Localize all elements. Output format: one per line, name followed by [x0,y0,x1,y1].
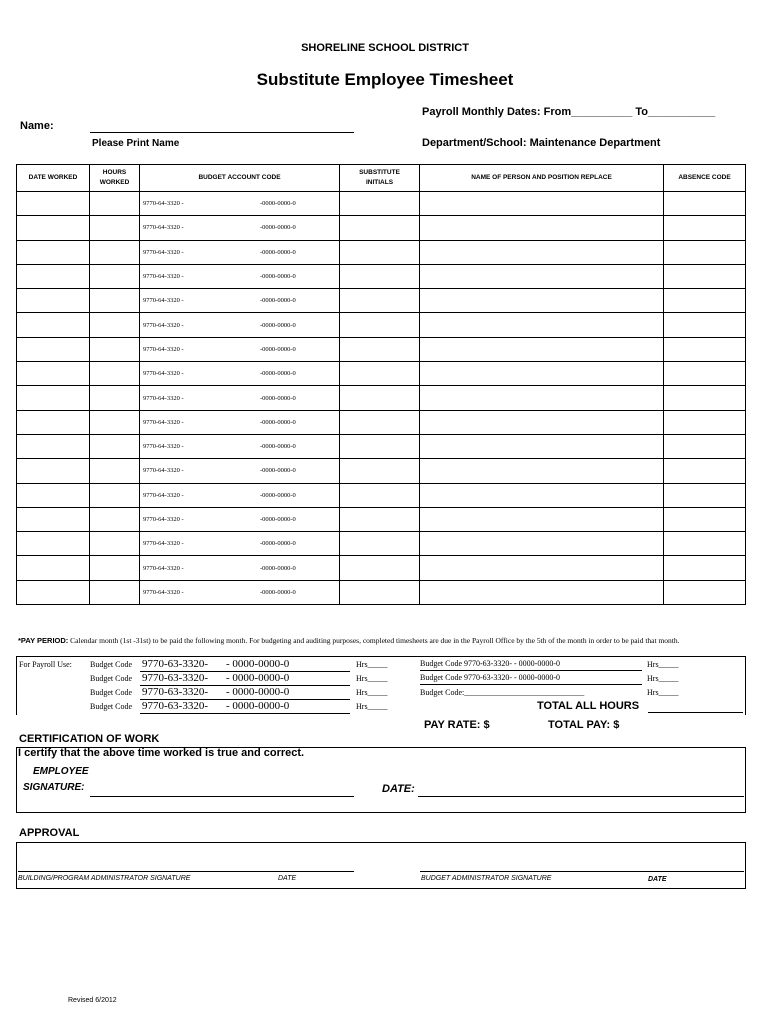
hours-worked-cell[interactable] [90,264,140,288]
hours-worked-cell[interactable] [90,580,140,604]
hrs-field[interactable]: Hrs_____ [356,702,388,711]
absence-code-cell[interactable] [664,240,746,264]
budget-code-prefix: 9770-64-3320 - [143,200,184,208]
budget-code-prefix: 9770-64-3320 - [143,516,184,523]
pay-period-text: Calendar month (1st -31st) to be paid the following month. For budgeting and auditing purposes, completed timesheets are due in the Payroll Office by the 5th of the month in order to be paid that month. [70,636,680,645]
absence-code-cell[interactable] [664,434,746,458]
substitute-initials-cell[interactable] [340,362,420,386]
budget-code-cell [140,192,340,216]
payroll-code-prefix: 9770-63-3320- [142,672,208,684]
payroll-code-suffix: - 0000-0000-0 [226,686,290,698]
person-replaced-cell[interactable] [420,580,664,604]
budget-code-prefix: 9770-64-3320 - [143,248,184,256]
date-label: DATE: [382,783,415,795]
date-worked-cell[interactable] [17,580,90,604]
budget-code-cell [140,362,340,386]
absence-code-cell[interactable] [664,556,746,580]
table-row [17,362,746,386]
substitute-initials-cell[interactable] [340,337,420,361]
table-row [17,434,746,458]
hours-worked-cell[interactable] [90,240,140,264]
payroll-use-label: For Payroll Use: [19,660,72,669]
hours-worked-cell[interactable] [90,216,140,240]
date-worked-cell[interactable] [17,240,90,264]
date-worked-cell[interactable] [17,459,90,483]
date-worked-cell[interactable] [17,483,90,507]
print-name-label: Please Print Name [92,138,180,149]
table-row [17,556,746,580]
payroll-code-suffix: - 0000-0000-0 [226,672,290,684]
department-label: Department/School: Maintenance Department [422,137,661,149]
payroll-code-suffix: - 0000-0000-0 [226,700,290,712]
hours-worked-cell[interactable] [90,459,140,483]
absence-code-cell[interactable] [664,507,746,531]
substitute-initials-cell[interactable] [340,410,420,434]
hours-worked-cell[interactable] [90,289,140,313]
table-row [17,459,746,483]
hours-worked-cell[interactable] [90,507,140,531]
budget-code-cell [140,483,340,507]
date-worked-cell[interactable] [17,264,90,288]
budget-code-prefix: 9770-64-3320 - [143,224,184,232]
absence-code-cell[interactable] [664,580,746,604]
date-worked-cell[interactable] [17,434,90,458]
table-row [17,580,746,604]
pay-rate-label: PAY RATE: $ [424,719,490,731]
substitute-initials-cell[interactable] [340,483,420,507]
budget-code-cell [140,410,340,434]
budget-code-cell [140,580,340,604]
hours-worked-cell[interactable] [90,483,140,507]
budget-signature-label: BUDGET ADMINISTRATOR SIGNATURE [421,875,552,882]
absence-code-cell[interactable] [664,289,746,313]
substitute-initials-cell[interactable] [340,264,420,288]
absence-code-cell[interactable] [664,459,746,483]
person-replaced-cell[interactable] [420,192,664,216]
date-worked-cell[interactable] [17,532,90,556]
budget-code-suffix: -0000-0000-0 [260,491,296,499]
person-replaced-cell[interactable] [420,556,664,580]
approval-title: APPROVAL [19,827,80,839]
timesheet-table [16,164,746,605]
substitute-initials-cell[interactable] [340,459,420,483]
page-title: Substitute Employee Timesheet [256,70,514,89]
certification-statement: I certify that the above time worked is true and correct. [18,747,305,759]
table-row [17,313,746,337]
hours-worked-cell[interactable] [90,532,140,556]
hours-worked-cell[interactable] [90,192,140,216]
table-row [17,507,746,531]
person-replaced-cell[interactable] [420,240,664,264]
person-replaced-cell[interactable] [420,386,664,410]
building-signature-label: BUILDING/PROGRAM ADMINISTRATOR SIGNATURE [18,875,191,882]
certification-title: CERTIFICATION OF WORK [19,733,160,745]
header-substitute-initials: SUBSTITUTE INITIALS [340,165,420,192]
substitute-initials-cell[interactable] [340,386,420,410]
header-hours-worked: HOURS WORKED [90,165,140,192]
budget-code-prefix: 9770-64-3320 - [143,443,184,451]
payroll-dates-field[interactable]: Payroll Monthly Dates: From__________ To___________ [422,106,716,118]
substitute-initials-cell[interactable] [340,289,420,313]
table-row [17,240,746,264]
table-row [17,264,746,288]
budget-code-suffix: -0000-0000-0 [260,540,296,548]
absence-code-cell[interactable] [664,386,746,410]
table-row [17,192,746,216]
header-date-worked: DATE WORKED [17,165,90,192]
right-budget-code-3[interactable]: Budget Code:______________________________ [420,688,585,697]
budget-code-prefix: 9770-64-3320 - [143,418,184,426]
table-row [17,289,746,313]
employee-signature-line[interactable] [90,796,354,797]
right-budget-code-2: Budget Code 9770-63-3320- - 0000-0000-0 [420,673,560,682]
pay-period-label: *PAY PERIOD: [18,636,69,645]
date-worked-cell[interactable] [17,337,90,361]
absence-code-cell[interactable] [664,483,746,507]
hrs-field[interactable]: Hrs_____ [356,674,388,683]
budget-code-prefix: 9770-64-3320 - [143,345,184,353]
header-absence-code: ABSENCE CODE [664,165,746,192]
budget-code-suffix: -0000-0000-0 [260,443,296,451]
right-budget-code-1: Budget Code 9770-63-3320- - 0000-0000-0 [420,659,560,668]
total-pay-label: TOTAL PAY: $ [548,719,620,731]
date-worked-cell[interactable] [17,507,90,531]
person-replaced-cell[interactable] [420,289,664,313]
hours-worked-cell[interactable] [90,362,140,386]
budget-code-prefix: 9770-64-3320 - [143,467,184,475]
budget-code-cell [140,434,340,458]
name-label: Name: [20,120,54,132]
budget-code-suffix: -0000-0000-0 [260,345,296,353]
budget-code-prefix: 9770-64-3320 - [143,540,184,548]
budget-code-label: Budget Code [90,702,132,711]
hrs-field[interactable]: Hrs_____ [356,660,388,669]
budget-code-cell [140,507,340,531]
budget-code-suffix: -0000-0000-0 [260,297,296,305]
hours-worked-cell[interactable] [90,386,140,410]
budget-code-cell [140,556,340,580]
absence-code-cell[interactable] [664,313,746,337]
budget-code-cell [140,264,340,288]
budget-code-label: Budget Code [90,674,132,683]
absence-code-cell[interactable] [664,532,746,556]
substitute-initials-cell[interactable] [340,532,420,556]
date-worked-cell[interactable] [17,216,90,240]
absence-code-cell[interactable] [664,192,746,216]
budget-code-label: Budget Code [90,660,132,669]
substitute-initials-cell[interactable] [340,580,420,604]
payroll-code-prefix: 9770-63-3320- [142,658,208,670]
budget-code-suffix: -0000-0000-0 [260,588,296,596]
absence-code-cell[interactable] [664,216,746,240]
date-worked-cell[interactable] [17,386,90,410]
employee-date-line[interactable] [418,796,744,797]
employee-label: EMPLOYEE [33,766,89,777]
payroll-code-prefix: 9770-63-3320- [142,686,208,698]
budget-code-suffix: -0000-0000-0 [260,418,296,426]
table-header-row [17,165,746,192]
budget-code-cell [140,240,340,264]
person-replaced-cell[interactable] [420,483,664,507]
budget-code-prefix: 9770-64-3320 - [143,564,184,572]
table-row [17,483,746,507]
date-worked-cell[interactable] [17,192,90,216]
budget-code-prefix: 9770-64-3320 - [143,588,184,596]
header-person-replaced: NAME OF PERSON AND POSITION REPLACE [420,165,664,192]
payroll-code-prefix: 9770-63-3320- [142,700,208,712]
budget-code-suffix: -0000-0000-0 [260,394,296,402]
budget-code-cell [140,289,340,313]
person-replaced-cell[interactable] [420,532,664,556]
budget-code-suffix: -0000-0000-0 [260,516,296,523]
table-row [17,410,746,434]
budget-code-cell [140,532,340,556]
hours-worked-cell[interactable] [90,434,140,458]
total-hours-line[interactable] [648,712,743,713]
budget-code-suffix: -0000-0000-0 [260,564,296,572]
absence-code-cell[interactable] [664,264,746,288]
total-hours-label: TOTAL ALL HOURS [537,700,640,712]
hours-worked-cell[interactable] [90,556,140,580]
building-date-label: DATE [278,875,297,882]
budget-code-cell [140,313,340,337]
budget-code-prefix: 9770-64-3320 - [143,491,184,499]
date-worked-cell[interactable] [17,556,90,580]
right-hrs-2[interactable]: Hrs_____ [647,674,679,683]
signature-label: SIGNATURE: [23,782,85,793]
budget-code-suffix: -0000-0000-0 [260,248,296,256]
pay-period-note [18,636,738,646]
budget-code-prefix: 9770-64-3320 - [143,273,184,281]
person-replaced-cell[interactable] [420,264,664,288]
revised-date: Revised 6/2012 [68,997,117,1004]
budget-date-label: DATE [648,876,667,883]
budget-signature-line[interactable] [420,871,744,872]
district-name: SHORELINE SCHOOL DISTRICT [301,42,469,54]
date-worked-cell[interactable] [17,362,90,386]
budget-code-suffix: -0000-0000-0 [260,273,296,281]
substitute-initials-cell[interactable] [340,313,420,337]
table-row [17,386,746,410]
absence-code-cell[interactable] [664,410,746,434]
budget-code-suffix: -0000-0000-0 [260,224,296,232]
date-worked-cell[interactable] [17,410,90,434]
budget-code-cell [140,216,340,240]
hours-worked-cell[interactable] [90,337,140,361]
table-row [17,337,746,361]
budget-code-label: Budget Code [90,688,132,697]
substitute-initials-cell[interactable] [340,216,420,240]
budget-code-cell [140,459,340,483]
substitute-initials-cell[interactable] [340,507,420,531]
substitute-initials-cell[interactable] [340,556,420,580]
table-row [17,532,746,556]
budget-code-prefix: 9770-64-3320 - [143,297,184,305]
budget-code-prefix: 9770-64-3320 - [143,394,184,402]
budget-code-suffix: -0000-0000-0 [260,467,296,475]
absence-code-cell[interactable] [664,337,746,361]
person-replaced-cell[interactable] [420,434,664,458]
budget-code-suffix: -0000-0000-0 [260,200,296,208]
person-replaced-cell[interactable] [420,337,664,361]
hours-worked-cell[interactable] [90,410,140,434]
hrs-field[interactable]: Hrs_____ [356,688,388,697]
person-replaced-cell[interactable] [420,216,664,240]
table-row [17,216,746,240]
header-budget-account-code: BUDGET ACCOUNT CODE [140,165,340,192]
substitute-initials-cell[interactable] [340,240,420,264]
budget-code-suffix: -0000-0000-0 [260,321,296,329]
person-replaced-cell[interactable] [420,313,664,337]
substitute-initials-cell[interactable] [340,192,420,216]
hours-worked-cell[interactable] [90,313,140,337]
person-replaced-cell[interactable] [420,362,664,386]
budget-code-prefix: 9770-64-3320 - [143,321,184,329]
right-hrs-1[interactable]: Hrs_____ [647,660,679,669]
absence-code-cell[interactable] [664,362,746,386]
substitute-initials-cell[interactable] [340,434,420,458]
person-replaced-cell[interactable] [420,507,664,531]
name-input-line[interactable] [90,132,354,133]
budget-code-cell [140,386,340,410]
date-worked-cell[interactable] [17,313,90,337]
person-replaced-cell[interactable] [420,459,664,483]
person-replaced-cell[interactable] [420,410,664,434]
budget-code-suffix: -0000-0000-0 [260,370,296,378]
budget-code-prefix: 9770-64-3320 - [143,370,184,378]
budget-code-cell [140,337,340,361]
building-signature-line[interactable] [18,871,354,872]
right-hrs-3[interactable]: Hrs_____ [647,688,679,697]
payroll-code-suffix: - 0000-0000-0 [226,658,290,670]
date-worked-cell[interactable] [17,289,90,313]
